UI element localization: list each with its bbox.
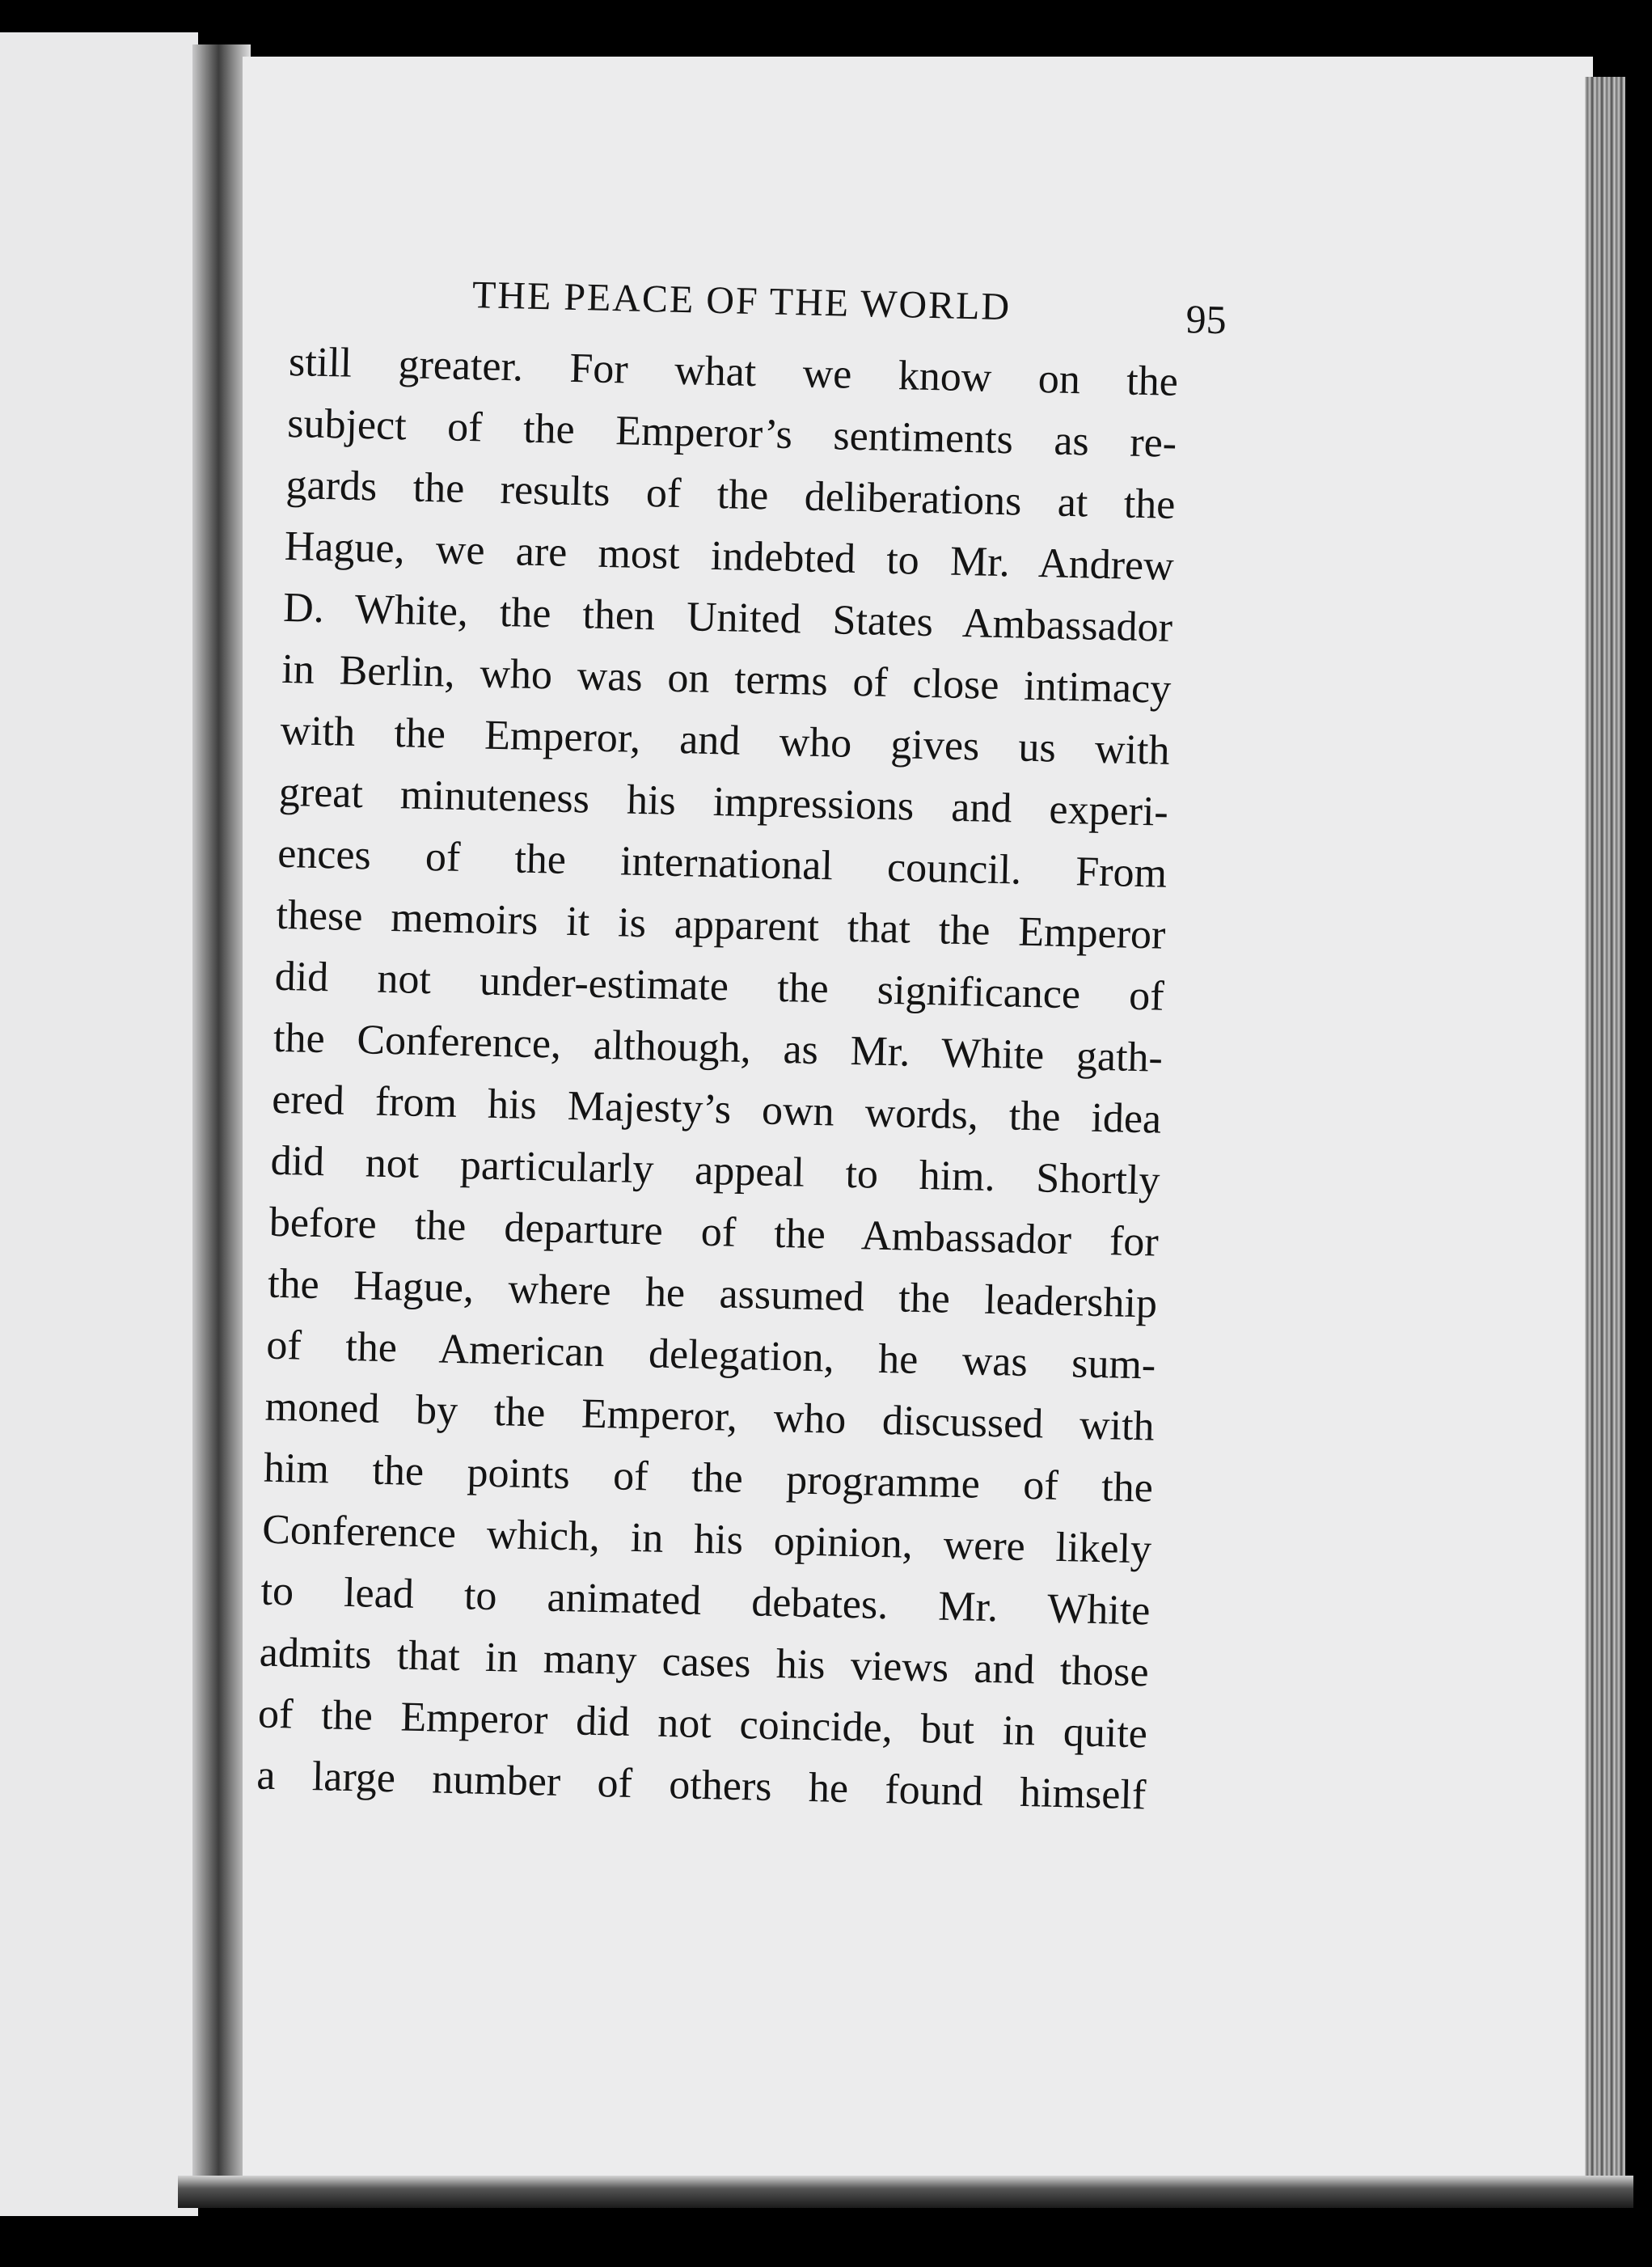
text-line: in Berlin, who was on terms of close intimacy [281, 645, 1172, 713]
text-line: gards the results of the deliberations at the [285, 461, 1177, 528]
page-text-block [256, 259, 1245, 1828]
text-line: a large number of others he found himself [256, 1752, 1147, 1819]
text-line: D. White, the then United States Ambassador [282, 584, 1173, 651]
text-line: before the departure of the Ambassador for [268, 1199, 1160, 1266]
text-line: Conference which, in his opinion, were likely [261, 1506, 1152, 1573]
text-line: these memoirs it is apparent that the Emperor [275, 891, 1166, 958]
text-line: Hague, we are most indebted to Mr. Andrew [284, 522, 1175, 590]
text-line: did not particularly appeal to him. Shortly [270, 1137, 1161, 1204]
text-line: ences of the international council. From [277, 830, 1168, 897]
running-title: THE PEACE OF THE WORLD [471, 273, 1012, 329]
text-line: great minuteness his impressions and experi- [278, 768, 1169, 835]
page-edges-right [1585, 77, 1625, 2180]
text-line: the Conference, although, as Mr. White gath- [273, 1014, 1164, 1081]
page-edges-bottom [178, 2176, 1633, 2208]
page-number: 95 [1185, 296, 1227, 343]
text-line: still greater. For what we know on the [288, 338, 1179, 405]
text-line: subject of the Emperor’s sentiments as re- [286, 400, 1177, 467]
text-line: admits that in many cases his views and those [259, 1629, 1150, 1696]
text-line: of the American delegation, he was sum- [265, 1322, 1156, 1389]
text-line: of the Emperor did not coincide, but in quite [257, 1690, 1148, 1757]
text-line: with the Emperor, and who gives us with [280, 707, 1171, 774]
body-text [256, 332, 1244, 1828]
text-line: him the points of the programme of the [263, 1444, 1154, 1512]
text-line: ered from his Majesty’s own words, the idea [271, 1076, 1162, 1143]
text-line: to lead to animated debates. Mr. White [260, 1567, 1151, 1635]
left-page-fragment [0, 32, 198, 2216]
text-line: did not under-estimate the significance of [274, 953, 1165, 1020]
text-line: the Hague, where he assumed the leadership [267, 1260, 1158, 1327]
text-line: moned by the Emperor, who discussed with [264, 1383, 1156, 1450]
